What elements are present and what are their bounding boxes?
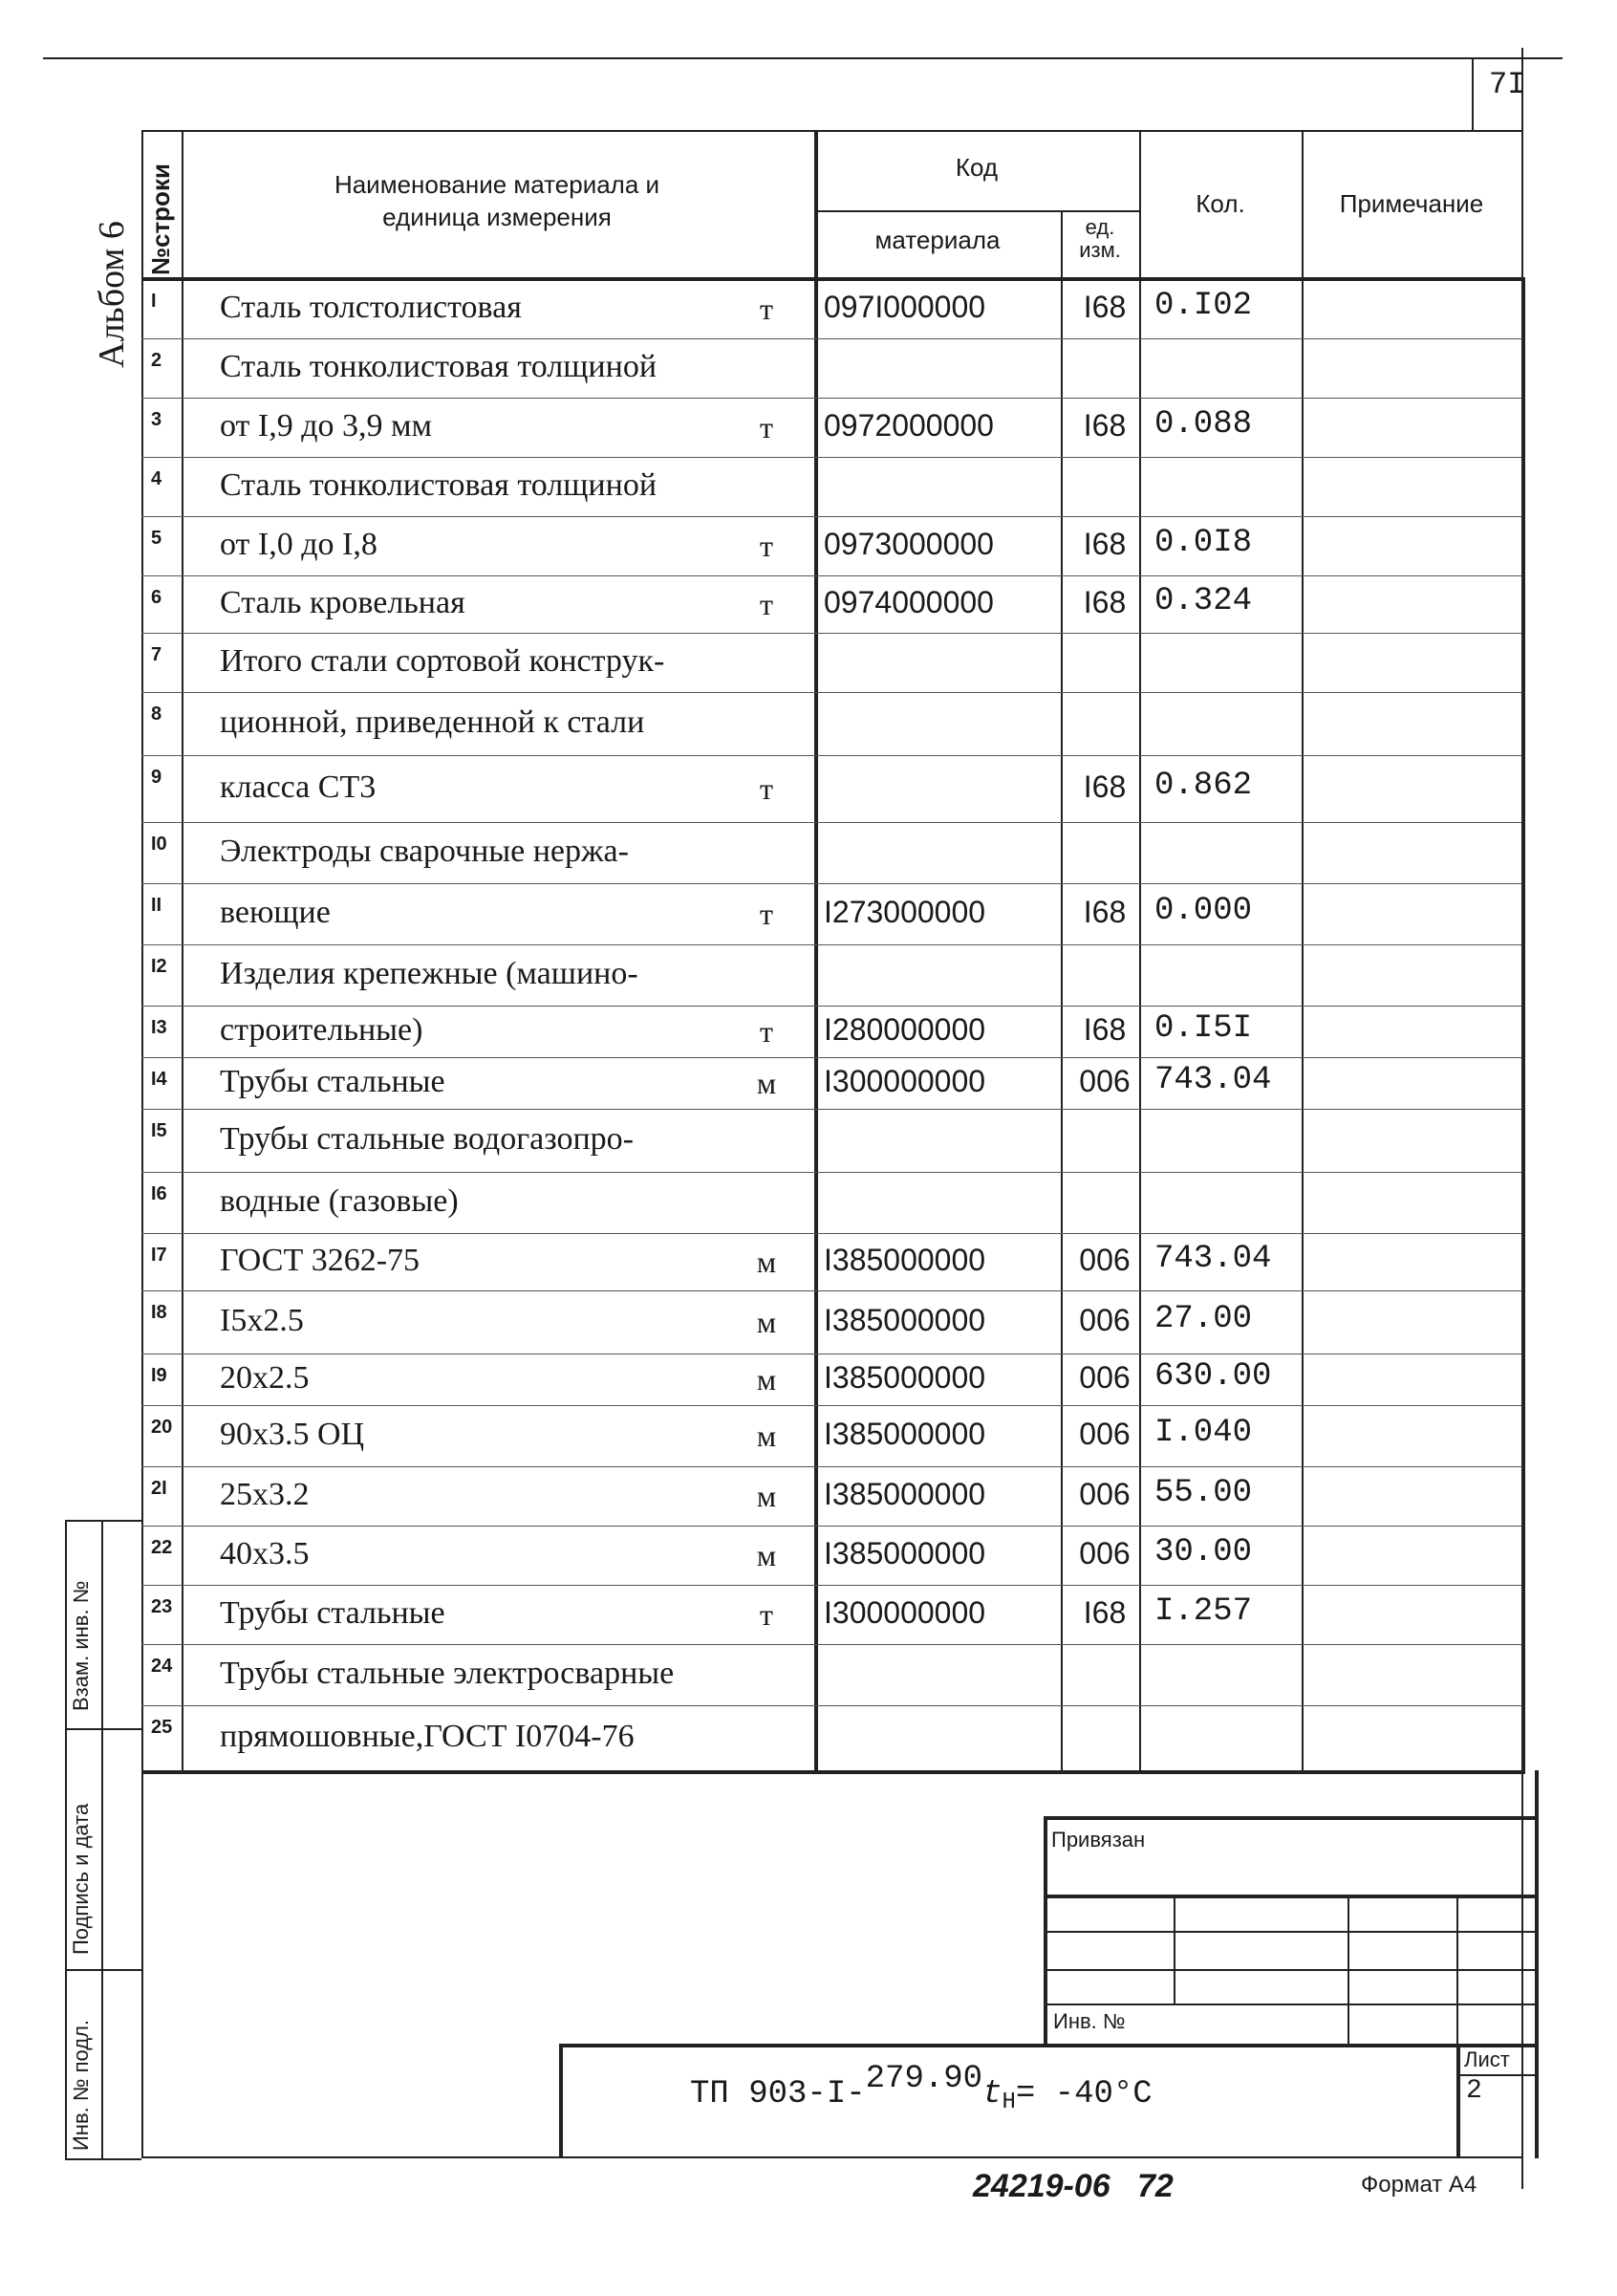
row-number: I9 (151, 1365, 167, 1386)
unit-code: I68 (1083, 1012, 1127, 1047)
row-separator (141, 1644, 1521, 1645)
material-name: от I,0 до I,8 (220, 527, 377, 562)
unit-code: 006 (1079, 1243, 1131, 1277)
material-name: Итого стали сортовой конструк- (220, 643, 665, 679)
privyazan-label: Привязан (1051, 1828, 1146, 1852)
material-code: 0973000000 (824, 527, 994, 561)
row-number: 2 (151, 350, 162, 371)
row-separator (141, 692, 1521, 693)
material-code: I300000000 (824, 1064, 986, 1098)
sheet-number-box-left (1472, 57, 1474, 130)
col-note-right-line (1521, 277, 1525, 1774)
row-number: I5 (151, 1120, 167, 1141)
material-code: I280000000 (824, 1012, 986, 1047)
row-number: 24 (151, 1656, 173, 1677)
privyazan-col-2 (1348, 1895, 1349, 2044)
material-name: I5x2.5 (220, 1303, 304, 1338)
unit-code: I68 (1083, 769, 1127, 804)
row-number: I3 (151, 1017, 167, 1038)
quantity: I.040 (1154, 1415, 1253, 1451)
designation-top-line (559, 2044, 1535, 2047)
table-left-line (141, 130, 143, 2158)
unit-of-measure: м (756, 1479, 777, 1513)
unit-of-measure: т (760, 529, 773, 563)
title-right-line (1535, 1770, 1539, 2158)
unit-of-measure: т (760, 292, 773, 326)
row-separator (141, 338, 1521, 339)
row-separator (141, 1526, 1521, 1527)
material-code: I385000000 (824, 1243, 986, 1277)
designation-sup: 279.90 (865, 2061, 983, 2097)
material-name: класса СТ3 (220, 769, 377, 805)
quantity: I.257 (1154, 1593, 1253, 1630)
row-separator (141, 1109, 1521, 1110)
row-number: 23 (151, 1596, 173, 1617)
unit-code: I68 (1083, 290, 1127, 324)
row-number: 7 (151, 644, 162, 665)
quantity: 743.04 (1154, 1241, 1272, 1277)
unit-of-measure: м (756, 1419, 777, 1453)
row-separator (141, 1233, 1521, 1234)
material-name: прямошовные,ГОСТ I0704-76 (220, 1719, 635, 1754)
header-qty: Кол. (1196, 189, 1245, 218)
material-name: 40x3.5 (220, 1536, 310, 1571)
material-name: Трубы стальные электросварные (220, 1656, 675, 1691)
quantity: 0.I02 (1154, 288, 1253, 324)
unit-code: I68 (1083, 408, 1127, 443)
stamp-podpis: Подпись и дата (69, 1803, 93, 1955)
unit-code: 006 (1079, 1536, 1131, 1570)
unit-of-measure: м (756, 1066, 777, 1100)
header-bottom-line (141, 277, 1525, 281)
header-material-code: материала (874, 226, 1001, 254)
top-border (43, 57, 1563, 59)
unit-code: I68 (1083, 895, 1127, 929)
sheet-label: Лист (1464, 2047, 1510, 2071)
unit-of-measure: т (760, 771, 773, 806)
unit-code: 006 (1079, 1477, 1131, 1511)
unit-code: 006 (1079, 1303, 1131, 1337)
quantity: 0.088 (1154, 406, 1253, 443)
sheet-value: 2 (1466, 2076, 1482, 2106)
designation-left-line (559, 2044, 563, 2158)
header-row-no: №строки (146, 163, 175, 275)
unit-of-measure: м (756, 1362, 777, 1397)
condition-t: t (982, 2076, 1003, 2112)
unit-code: I68 (1083, 585, 1127, 619)
row-number: I7 (151, 1245, 167, 1266)
unit-of-measure: м (756, 1538, 777, 1572)
col-qty-line (1302, 130, 1304, 1774)
unit-code: I68 (1083, 1595, 1127, 1630)
row-separator (141, 1466, 1521, 1467)
row-separator (141, 1705, 1521, 1706)
quantity: 630.00 (1154, 1358, 1272, 1395)
row-number: I (151, 291, 157, 312)
unit-code: 006 (1079, 1064, 1131, 1098)
table-top-line (141, 130, 1521, 132)
stamp-line-1 (65, 1728, 141, 1730)
quantity: 0.0I8 (1154, 525, 1253, 561)
material-name: веющие (220, 895, 331, 930)
row-separator (141, 1585, 1521, 1586)
material-code: I385000000 (824, 1417, 986, 1451)
row-separator (141, 883, 1521, 884)
unit-of-measure: м (756, 1245, 777, 1279)
privyazan-line-2 (1044, 1931, 1535, 1933)
row-number: 3 (151, 409, 162, 430)
privyazan-col-3 (1456, 1895, 1458, 2044)
format-label: Формат А4 (1361, 2172, 1477, 2198)
privyazan-line-4 (1044, 2004, 1535, 2005)
stamp-left-line (65, 1520, 67, 2158)
privyazan-line-3 (1044, 1969, 1535, 1971)
material-name: Трубы стальные водогазопро- (220, 1121, 635, 1157)
row-number: 20 (151, 1417, 173, 1438)
row-number: I8 (151, 1302, 167, 1323)
row-separator (141, 755, 1521, 756)
row-number: 5 (151, 528, 162, 549)
material-name: Сталь тонколистовая толщиной (220, 349, 658, 384)
row-number: II (151, 895, 162, 916)
header-code: Код (955, 153, 999, 182)
row-number: I6 (151, 1183, 167, 1204)
row-separator (141, 944, 1521, 945)
row-number: I4 (151, 1069, 167, 1090)
unit-of-measure: т (760, 1597, 773, 1632)
row-number: 22 (151, 1537, 173, 1558)
sheet-box-left-line (1456, 2044, 1460, 2158)
unit-of-measure: м (756, 1305, 777, 1339)
material-code: I385000000 (824, 1477, 986, 1511)
row-separator (141, 398, 1521, 399)
row-number: 9 (151, 767, 162, 788)
row-number: 25 (151, 1717, 173, 1738)
quantity: 0.I5I (1154, 1010, 1253, 1047)
quantity: 55.00 (1154, 1475, 1253, 1511)
row-separator (141, 575, 1521, 576)
stamp-vzam: Взам. инв. № (69, 1580, 93, 1711)
privyazan-col-1 (1174, 1895, 1175, 2004)
header-note: Примечание (1339, 189, 1484, 218)
unit-of-measure: т (760, 410, 773, 444)
row-separator (141, 457, 1521, 458)
material-code: I385000000 (824, 1360, 986, 1395)
material-code: I273000000 (824, 895, 986, 929)
inv-no-label: Инв. № (1053, 2009, 1126, 2033)
header-unit-code: ед. изм. (1079, 215, 1121, 262)
unit-code: 006 (1079, 1417, 1131, 1451)
quantity: 30.00 (1154, 1534, 1253, 1570)
header-name: Наименование материала и единица измерения (334, 170, 660, 231)
material-name: Трубы стальные (220, 1064, 445, 1099)
material-code: 097I000000 (824, 290, 986, 324)
material-name: 20x2.5 (220, 1360, 310, 1396)
row-separator (141, 1172, 1521, 1173)
code-sub-line (814, 210, 1139, 212)
material-code: 0974000000 (824, 585, 994, 619)
designation-code: ТП 903-I- (690, 2076, 866, 2112)
condition-sub: Н (1002, 2090, 1016, 2115)
album-label: Альбом 6 (92, 221, 132, 368)
material-code: 0972000000 (824, 408, 994, 443)
material-name: ционной, приведенной к стали (220, 704, 645, 740)
material-code: I385000000 (824, 1303, 986, 1337)
row-separator (141, 822, 1521, 823)
quantity: 0.000 (1154, 893, 1253, 929)
table-bottom-line (141, 1770, 1525, 1774)
row-number: 6 (151, 587, 162, 608)
col-name-line (814, 130, 818, 1774)
material-name: Трубы стальные (220, 1595, 445, 1631)
row-separator (141, 1290, 1521, 1291)
stamp-inv-podl: Инв. № подл. (69, 2019, 93, 2151)
unit-of-measure: т (760, 897, 773, 931)
stamp-top-line (65, 1520, 141, 1522)
material-name: Сталь тонколистовая толщиной (220, 467, 658, 503)
material-name: Изделия крепежные (машино- (220, 956, 638, 991)
row-separator (141, 516, 1521, 517)
quantity: 0.862 (1154, 768, 1253, 804)
material-name: строительные) (220, 1012, 423, 1048)
row-number: I2 (151, 956, 167, 977)
stamp-mid-line (101, 1520, 103, 2158)
designation (690, 2061, 1153, 2115)
quantity: 743.04 (1154, 1062, 1272, 1098)
privyazan-top-line (1044, 1816, 1535, 1820)
material-name: Сталь кровельная (220, 585, 465, 620)
col-rownum-line (182, 130, 183, 1774)
handwritten-number: 24219-06 72 (973, 2168, 1174, 2204)
row-separator (141, 1006, 1521, 1007)
row-separator (141, 633, 1521, 634)
material-name: Электроды сварочные нержа- (220, 834, 629, 869)
material-name: 90x3.5 ОЦ (220, 1417, 365, 1452)
material-name: водные (газовые) (220, 1183, 459, 1219)
material-name: 25x3.2 (220, 1477, 310, 1512)
row-number: I0 (151, 834, 167, 855)
unit-code: I68 (1083, 527, 1127, 561)
title-bottom-line (141, 2156, 1521, 2158)
quantity: 27.00 (1154, 1301, 1253, 1337)
row-separator (141, 1057, 1521, 1058)
material-name: Сталь толстолистовая (220, 290, 522, 325)
material-code: I300000000 (824, 1595, 986, 1630)
quantity: 0.324 (1154, 583, 1253, 619)
unit-of-measure: т (760, 1014, 773, 1049)
unit-code: 006 (1079, 1360, 1131, 1395)
material-name: от I,9 до 3,9 мм (220, 408, 433, 444)
sheet-number: 7I (1489, 67, 1526, 102)
material-name: ГОСТ 3262-75 (220, 1243, 420, 1278)
material-code: I385000000 (824, 1536, 986, 1570)
row-number: 2I (151, 1478, 167, 1499)
unit-of-measure: т (760, 587, 773, 621)
privyazan-line-1 (1044, 1895, 1535, 1898)
col-ucode-line (1139, 130, 1141, 1774)
stamp-line-2 (65, 1969, 141, 1971)
stamp-bottom-line (65, 2158, 141, 2160)
row-separator (141, 1405, 1521, 1406)
condition-value: = -40°С (1015, 2076, 1153, 2112)
row-number: 8 (151, 704, 162, 725)
row-number: 4 (151, 468, 162, 489)
